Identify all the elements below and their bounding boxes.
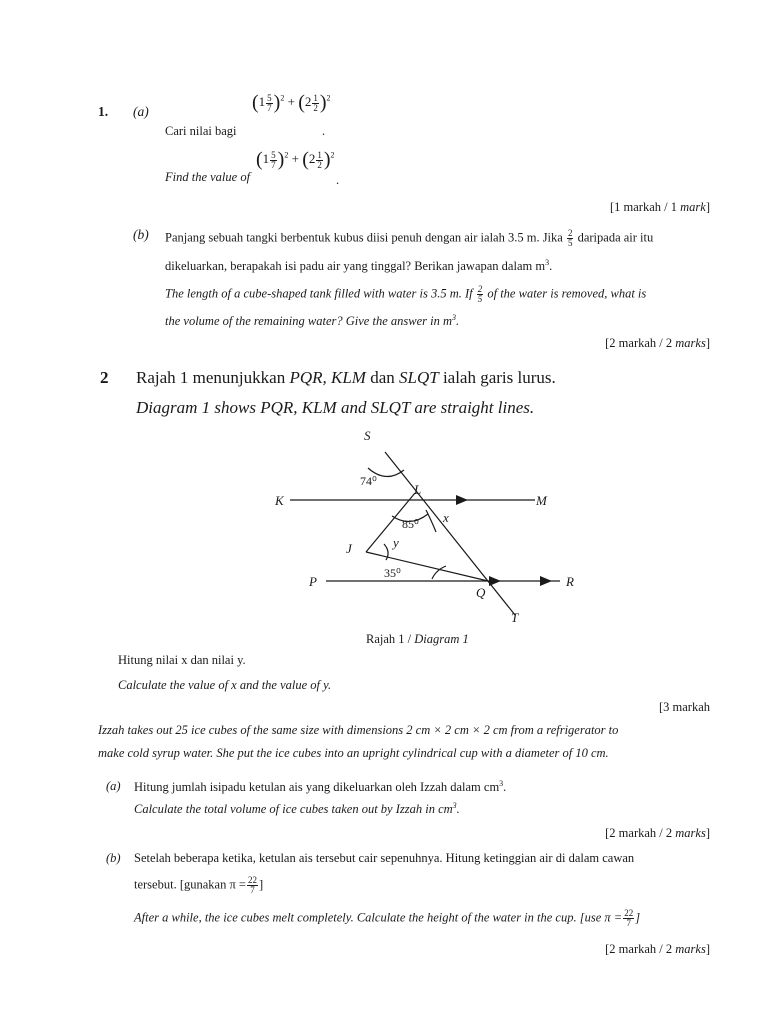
arc-y xyxy=(384,544,388,560)
q2-malay-task: Hitung nilai x dan nilai y. xyxy=(118,653,246,667)
q1a-malay-expression: (1 $\frac{5}{7}$ )$^2$ + (2 $\frac{1}{2}$ )$^2$ xyxy=(252,92,331,114)
q1b-label: (b) xyxy=(133,227,149,242)
arrow-pqr-1 xyxy=(489,576,501,586)
q1b-malay-line-2: dikeluarkan, berapakah isi padu air yang tinggal? Berikan jawapan dalam $m^3$. xyxy=(165,258,553,274)
q1a-english-text: Find the value of xyxy=(165,170,251,184)
q1b-marks: [2 markah / 2 marks] xyxy=(605,336,710,350)
q3-intro-line-2: make cold syrup water. She put the ice cubes into an upright cylindrical cup with a diameter of 10 cm. xyxy=(98,746,609,760)
angle-35: 35⁰ xyxy=(384,566,401,580)
label-y: y xyxy=(393,535,399,550)
diagram-caption: Rajah 1 / Diagram 1 xyxy=(366,632,469,646)
q2-marks: [3 markah xyxy=(658,700,710,714)
q1a-english-expression: (1 $\frac{5}{7}$ )$^2$ + (2 $\frac{1}{2}$ )$^2$ xyxy=(256,149,335,171)
q3-intro-line-1: Izzah takes out 25 ice cubes of the same size with dimensions 2 cm × 2 cm × 2 cm from a refrigerator to xyxy=(98,723,619,737)
q1b-malay-line-1: Panjang sebuah tangki berbentuk kubus diisi penuh dengan air ialah 3.5 m. Jika $\frac{2}{5}$ daripada air itu xyxy=(165,228,654,248)
label-m: M xyxy=(536,493,547,508)
q2-english-text: Diagram 1 shows PQR, KLM and SLQT are straight lines. xyxy=(136,398,535,417)
label-x: x xyxy=(443,510,449,525)
label-l: L xyxy=(414,482,422,497)
line-slqt xyxy=(385,452,515,615)
q2-number: 2 xyxy=(100,368,109,387)
q1a-english-period: . xyxy=(336,173,340,187)
q3a-marks: [2 markah / 2 marks] xyxy=(605,826,710,840)
label-s: S xyxy=(364,428,371,443)
q1a-marks: [1 markah / 1 mark] xyxy=(610,200,710,214)
angle-85: 85⁰ xyxy=(402,517,419,531)
q3b-marks: [2 markah / 2 marks] xyxy=(605,942,710,956)
q2-english-task: Calculate the value of x and the value of y. xyxy=(118,678,332,692)
label-j: J xyxy=(346,541,352,556)
q3b-malay-line-1: Setelah beberapa ketika, ketulan ais tersebut cair sepenuhnya. Hitung ketinggian air di dalam cawan xyxy=(134,851,635,865)
q3a-english: Calculate the total volume of ice cubes taken out by Izzah in $cm^3$. xyxy=(134,801,460,817)
label-p: P xyxy=(309,574,317,589)
arrow-klm xyxy=(456,495,468,505)
arrow-pqr-2 xyxy=(540,576,552,586)
label-k: K xyxy=(275,493,284,508)
q1b-english-line-2: the volume of the remaining water? Give the answer in $m^3$. xyxy=(165,313,460,329)
q3b-label: (b) xyxy=(106,851,121,865)
q1a-malay-period: . xyxy=(322,124,326,138)
label-t: T xyxy=(511,610,519,625)
q3a-malay: Hitung jumlah isipadu ketulan ais yang dikeluarkan oleh Izzah dalam $cm^3$. xyxy=(134,779,507,795)
q2-malay-text: Rajah 1 menunjukkan PQR, KLM dan SLQT ialah garis lurus. xyxy=(136,368,556,387)
q1b-english-line-1: The length of a cube-shaped tank filled with water is 3.5 m. If $\frac{2}{5}$ of the water is removed, what is xyxy=(165,284,647,304)
q3b-english: After a while, the ice cubes melt completely. Calculate the height of the water in the cup. [use π = $\frac{22}{7}$ ] xyxy=(134,908,641,928)
q3a-label: (a) xyxy=(106,779,121,793)
angle-74: 74⁰ xyxy=(360,474,377,488)
label-q: Q xyxy=(476,585,486,600)
q1a-malay-text: Cari nilai bagi xyxy=(165,124,237,138)
q1a-label: (a) xyxy=(133,104,149,119)
arrowheads xyxy=(456,495,552,586)
q1-number: 1. xyxy=(98,104,109,119)
q3b-malay-line-2: tersebut. [gunakan π = $\frac{22}{7}$ ] xyxy=(134,875,264,895)
label-r: R xyxy=(566,574,574,589)
